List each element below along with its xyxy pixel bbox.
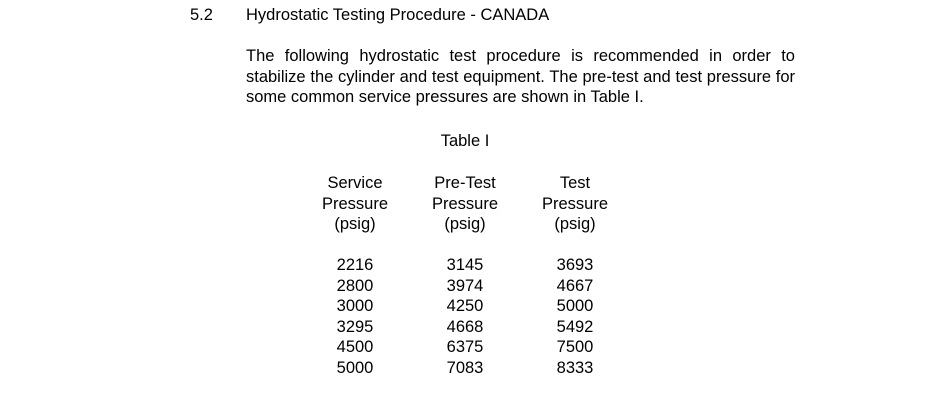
table-row (300, 255, 630, 276)
section-number: 5.2 (190, 6, 213, 24)
test-pressure-cell: 7500 (556, 338, 594, 356)
test-pressure-cell: 4667 (556, 276, 594, 295)
table-row (300, 317, 630, 338)
pretest-pressure-cell: 3145 (446, 256, 484, 274)
service-pressure-cell: 2800 (336, 276, 374, 295)
test-pressure-cell: 3693 (556, 256, 594, 274)
header-service-line2: Pressure (321, 194, 389, 213)
header-row-3 (300, 214, 630, 235)
header-pretest-line3: (psig) (444, 215, 486, 233)
service-pressure-cell: 4500 (336, 338, 374, 356)
pressure-table-header (300, 173, 630, 235)
pressure-table-body (300, 235, 630, 379)
header-service-line1: Service (327, 174, 383, 192)
table-spacer-row (300, 235, 630, 256)
header-pretest-line2: Pressure (431, 194, 499, 213)
header-row-1 (300, 173, 630, 194)
header-service-line3: (psig) (334, 215, 376, 233)
header-row-2 (300, 194, 630, 215)
pretest-pressure-cell: 7083 (446, 358, 484, 377)
pretest-pressure-cell: 4250 (446, 297, 484, 315)
table-row (300, 276, 630, 297)
header-pretest-line1: Pre-Test (434, 174, 496, 192)
header-test-line3: (psig) (554, 215, 596, 233)
test-pressure-cell: 5000 (556, 297, 594, 315)
service-pressure-cell: 3295 (336, 317, 374, 336)
pressure-table (300, 173, 630, 378)
test-pressure-cell: 5492 (556, 317, 594, 336)
service-pressure-cell: 5000 (336, 358, 374, 377)
pretest-pressure-cell: 6375 (446, 338, 484, 356)
table-row (300, 358, 630, 379)
table-caption: Table I (440, 132, 490, 150)
table-row (300, 296, 630, 317)
header-test-line1: Test (559, 174, 591, 192)
service-pressure-cell: 2216 (336, 256, 374, 274)
pretest-pressure-cell: 4668 (446, 317, 484, 336)
section-title: Hydrostatic Testing Procedure - CANADA (246, 6, 550, 24)
table-row (300, 337, 630, 358)
service-pressure-cell: 3000 (336, 297, 374, 315)
pretest-pressure-cell: 3974 (446, 276, 484, 295)
procedure-paragraph: The following hydrostatic test procedure is recommended in order to stabilize the cylinder and test equipment. The pre-test and test pressure for some common service pressures are shown in Table I. (246, 47, 795, 106)
test-pressure-cell: 8333 (556, 358, 594, 377)
header-test-line2: Pressure (541, 194, 609, 213)
